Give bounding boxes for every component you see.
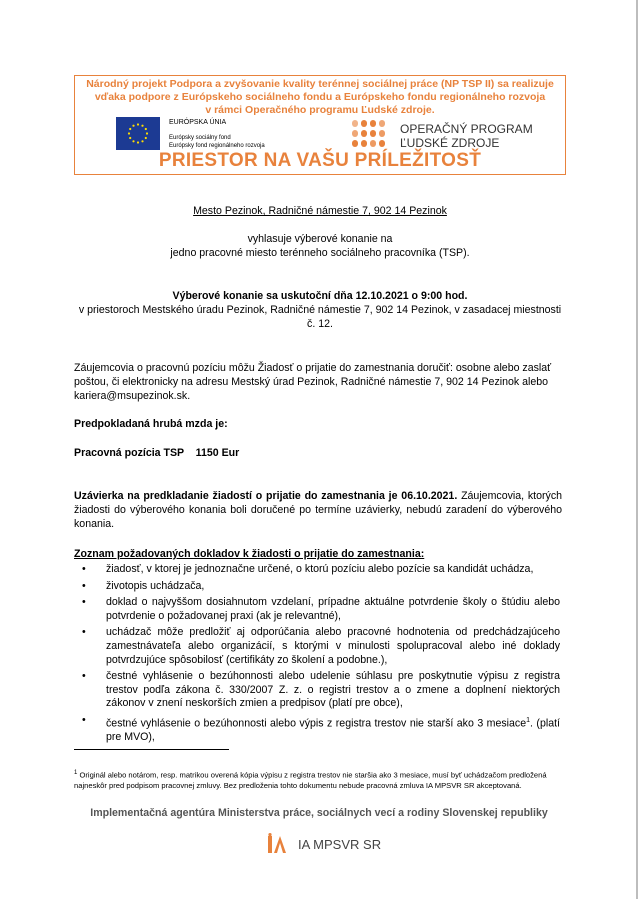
op-line-2: ĽUDSKÉ ZDROJE	[400, 136, 500, 150]
footnote	[74, 768, 560, 792]
eu-fund-1: Európsky sociálny fond	[169, 134, 231, 141]
eu-fund-2: Európsky fond regionálneho rozvoja	[169, 143, 265, 149]
agency-name: Implementačná agentúra Ministerstva práce, sociálnych vecí a rodiny Slovenskej republiky	[90, 807, 548, 819]
list-item: • čestné vyhlásenie o bezúhonnosti alebo udelenie súhlasu pre poskytnutie výpisu z registra trestov podľa zákona č. 330/2007 Z. z. o registri trestov a o zmene a doplnení niektorých zákonov v znení neskorších zmien a predpisov (platí pre obce),	[80, 670, 560, 711]
banner-text	[75, 78, 565, 117]
place-line-1: v priestoroch Mestského úradu Pezinok, Radničné námestie 7, 902 14 Pezinok, v zasadacej miestnosti	[78, 304, 562, 316]
salary-line: Pracovná pozícia TSP 1150 Eur	[74, 447, 240, 459]
list-item: • uchádzač môže predložiť aj odporúčania alebo pracovné hodnotenia od predchádzajúceho zamestnávateľa alebo organizácií, s ktorými v minulosti spolupracoval alebo iné doklady potvrdzujúce spôsobilosť (certifikáty zo školení a podobne.),	[80, 626, 560, 667]
project-banner	[74, 75, 566, 175]
ia-text: IA MPSVR SR	[298, 837, 382, 852]
city-header: Mesto Pezinok, Radničné námestie 7, 902 14 Pezinok	[193, 205, 447, 217]
banner-line-2: vďaka podpore z Európskeho sociálneho fondu a Európskeho fondu regionálneho rozvoja	[94, 91, 546, 103]
footnote-ref: 1	[526, 716, 531, 724]
banner-line-1: Národný projekt Podpora a zvyšovanie kvality terénnej sociálnej práce (NP TSP II) sa realizuje	[86, 78, 554, 90]
op-line-1: OPERAČNÝ PROGRAM	[400, 122, 533, 136]
op-text	[400, 122, 533, 150]
deadline-paragraph	[74, 489, 562, 531]
deadline-bold: Uzávierka na predkladanie žiadostí o prijatie do zamestnania je 06.10.2021.	[74, 490, 458, 502]
list-item	[80, 714, 560, 745]
slogan: PRIESTOR NA VAŠU PRÍLEŽITOSŤ	[158, 150, 482, 171]
place-line-2: č. 12.	[307, 318, 333, 330]
announce-line-2: jedno pracovné miesto terénneho sociálneho pracovníka (TSP).	[170, 247, 470, 259]
list-last-tail: . (platí pre MVO),	[106, 717, 560, 744]
footnote-text: Originál alebo notárom, resp. matrikou overená kópia výpisu z registra trestov nie staršia ako 3 mesiace, musí byť uchádzačom predložená najneskôr pred podpisom pracovnej zmluvy. Bez predloženia tohto dokumentu nebude pracovná zmluva IA MPSVR SR akceptovaná.	[74, 770, 547, 791]
footnote-divider	[74, 749, 229, 750]
required-documents-list	[80, 563, 560, 748]
list-last-text: čestné vyhlásenie o bezúhonnosti alebo výpis z registra trestov nie starší ako 3 mesiace	[106, 717, 527, 730]
list-item: • životopis uchádzača,	[80, 580, 560, 594]
footnote-mark: 1	[74, 770, 78, 776]
ia-logo-icon	[264, 833, 292, 855]
salary-heading: Predpokladaná hrubá mzda je:	[74, 418, 228, 430]
announce-line-1: vyhlasuje výberové konanie na	[247, 233, 393, 245]
eu-text	[169, 119, 265, 151]
list-item: • doklad o najvyššom dosiahnutom vzdelaní, prípadne aktuálne potvrdenie školy o štúdiu alebo potvrdenie o požadovanej praxi (ak je relevantné),	[80, 596, 560, 623]
eu-flag-icon	[116, 117, 160, 150]
date-line: Výberové konanie sa uskutoční dňa 12.10.2021 o 9:00 hod.	[172, 290, 468, 302]
deadline-rest: Záujemcovia, ktorých žiadosti do výberového konania boli doručené po termíne uzávierky, nebudú zaradení do výberového konania.	[74, 490, 563, 530]
banner-line-3: v rámci Operačného programu Ľudské zdroje.	[205, 104, 435, 116]
list-item: • žiadosť, v ktorej je jednoznačne určené, o ktorú pozíciu alebo pozície sa kandidát uchádza,	[80, 563, 560, 577]
applicants-paragraph: Záujemcovia o pracovnú pozíciu môžu Žiadosť o prijatie do zamestnania doručiť: osobne alebo zaslať poštou, či elektronicky na adresu Mestský úrad Pezinok, Radničné námestie 7, 902 14 Pezinok alebo kariera@msupezinok.sk.	[74, 362, 552, 402]
list-heading: Zoznam požadovaných dokladov k žiadosti o prijatie do zamestnania:	[74, 548, 425, 560]
eu-title: EURÓPSKA ÚNIA	[169, 119, 227, 126]
